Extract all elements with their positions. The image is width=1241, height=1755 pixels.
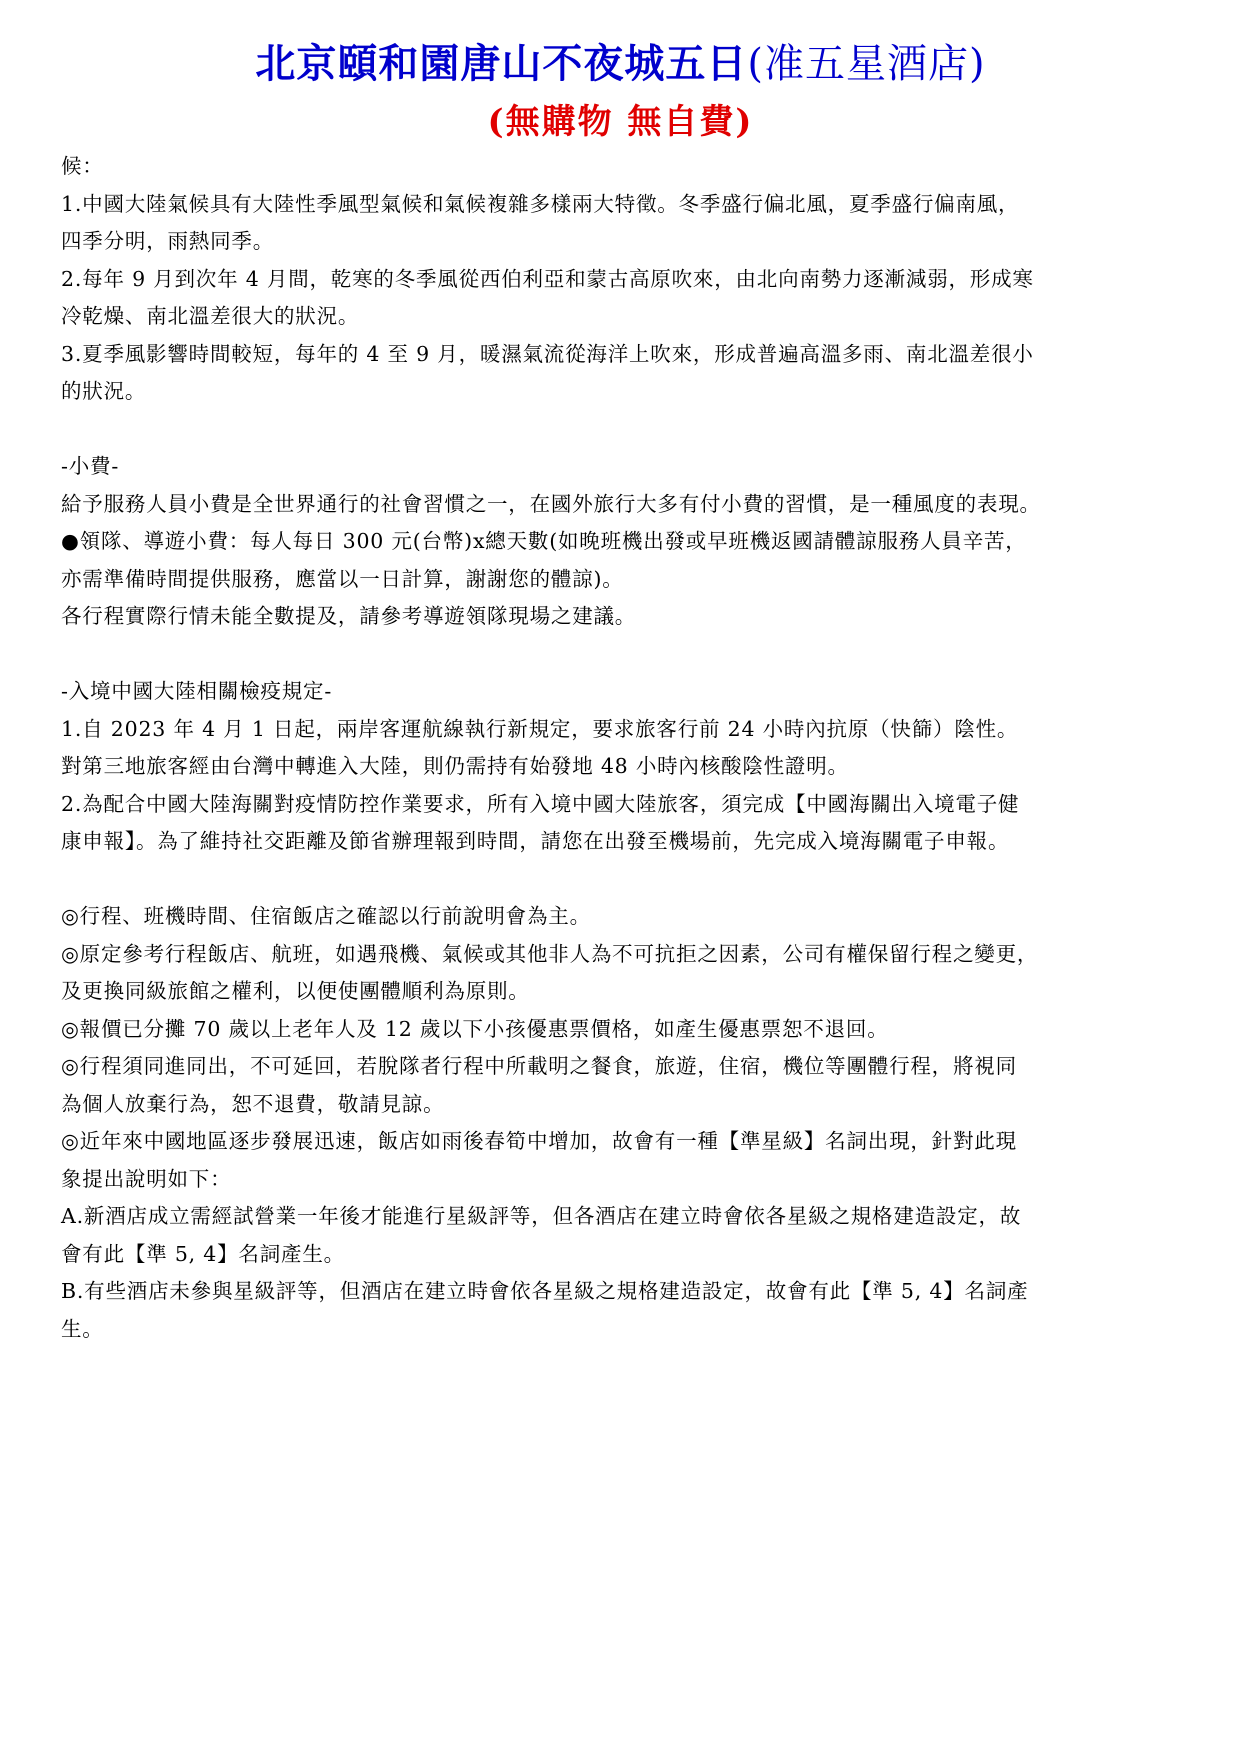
note-line: ◎近年來中國地區逐步發展迅速，飯店如雨後春筍中增加，故會有一種【準星級】名詞出現，針對此現 [61,1129,1017,1153]
climate-heading: 候： [61,154,104,178]
tips-heading: -小費- [61,454,120,478]
climate-line: 的狀況。 [61,379,147,403]
note-line: ◎報價已分攤 70 歲以上老年人及 12 歲以下小孩優惠票價格，如產生優惠票恕不退回。 [61,1016,889,1041]
quarantine-line: 康申報】。為了維持社交距離及節省辦理報到時間，請您在出發至機場前，先完成入境海關電子申報。 [61,829,1010,853]
tips-section [61,448,1185,636]
document-body [61,148,1185,1348]
climate-line: 四季分明，雨熱同季。 [61,229,274,253]
note-line: A.新酒店成立需經試營業一年後才能進行星級評等，但各酒店在建立時會依各星級之規格建造設定，故 [61,1204,1022,1228]
page-subtitle: (無購物 無自費) [487,102,754,142]
notes-section [61,898,1185,1348]
tips-line: 各行程實際行情未能全數提及，請參考導遊領隊現場之建議。 [61,604,637,628]
note-line: 生。 [61,1316,104,1341]
quarantine-line: 1.自 2023 年 4 月 1 日起，兩岸客運航線執行新規定，要求旅客行前 24 小時內抗原（快篩）陰性。 [61,716,1019,741]
title-main: 北京頤和園唐山不夜城五日 [255,40,748,87]
note-line: B.有些酒店未參與星級評等，但酒店在建立時會依各星級之規格建造設定，故會有此【準 5, 4】名詞產 [61,1279,1029,1303]
quarantine-line: 對第三地旅客經由台灣中轉進入大陸，則仍需持有始發地 48 小時內核酸陰性證明。 [61,754,849,778]
quarantine-section [61,673,1185,861]
note-line: ◎行程須同進同出，不可延回，若脫隊者行程中所載明之餐食，旅遊，住宿，機位等團體行程，將視同 [61,1054,1017,1078]
note-line: ◎原定參考行程飯店、航班，如遇飛機、氣候或其他非人為不可抗拒之因素，公司有權保留行程之變更， [61,941,1039,966]
quarantine-heading: -入境中國大陸相關檢疫規定- [61,679,333,703]
tips-line: 亦需準備時間提供服務，應當以一日計算，謝謝您的體諒)。 [61,566,624,591]
note-line: 會有此【準 5, 4】名詞產生。 [61,1241,345,1266]
section-spacer [61,411,1185,449]
note-line: ◎行程、班機時間、住宿飯店之確認以行前說明會為主。 [61,904,591,928]
climate-line: 3.夏季風影響時間較短，每年的 4 至 9 月，暖濕氣流從海洋上吹來，形成普遍高溫多雨、南北溫差很小 [61,341,1034,366]
note-line: 為個人放棄行為，恕不退費，敬請見諒。 [61,1091,445,1116]
tips-line: ●領隊、導遊小費：每人每日 300 元(台幣)x總天數(如晚班機出發或早班機返國請體諒服務人員辛苦， [61,529,1027,553]
climate-line: 2.每年 9 月到次年 4 月間，乾寒的冬季風從西伯利亞和蒙古高原吹來，由北向南勢力逐漸減弱，形成寒 [61,266,1034,291]
note-line: 象提出說明如下： [61,1166,232,1191]
page-title [0,38,1241,90]
title-hotel-grade: (准五星酒店) [747,41,986,87]
section-spacer [61,636,1185,674]
note-line: 及更換同級旅館之權利，以便使團體順利為原則。 [61,979,530,1003]
section-spacer [61,861,1185,899]
climate-line: 冷乾燥、南北溫差很大的狀況。 [61,304,360,328]
tips-line: 給予服務人員小費是全世界通行的社會習慣之一，在國外旅行大多有付小費的習慣，是一種風度的表現。 [61,491,1041,516]
climate-section [61,148,1185,411]
quarantine-line: 2.為配合中國大陸海關對疫情防控作業要求，所有入境中國大陸旅客，須完成【中國海關出入境電子健 [61,791,1020,816]
climate-line: 1.中國大陸氣候具有大陸性季風型氣候和氣候複雜多樣兩大特徵。冬季盛行偏北風，夏季盛行偏南風， [61,191,1020,216]
